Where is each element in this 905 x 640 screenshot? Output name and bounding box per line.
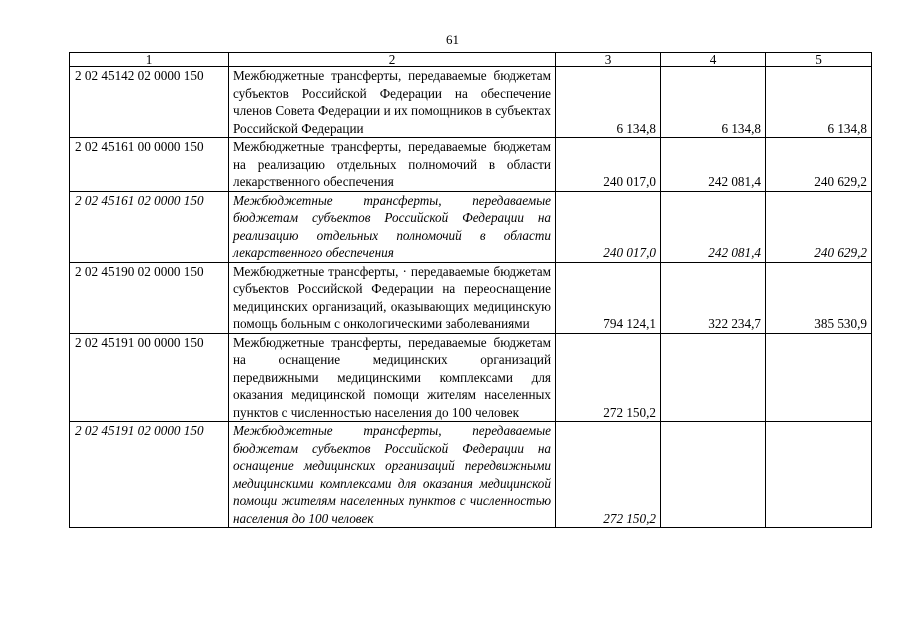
table-row [70, 333, 872, 422]
row-value-col5 [766, 333, 872, 422]
column-header-4: 4 [661, 53, 766, 67]
row-value-col5: 240 629,2 [766, 191, 872, 262]
table-row [70, 191, 872, 262]
row-value-col4 [661, 333, 766, 422]
row-value-col4: 242 081,4 [661, 138, 766, 192]
row-value-col5: 240 629,2 [766, 138, 872, 192]
row-value-col4 [661, 422, 766, 528]
column-header-3: 3 [556, 53, 661, 67]
table-row [70, 138, 872, 192]
row-code: 2 02 45191 00 0000 150 [70, 333, 229, 422]
budget-table [69, 52, 872, 528]
row-code: 2 02 45161 02 0000 150 [70, 191, 229, 262]
row-description: Межбюджетные трансферты, передаваемые бюджетам субъектов Российской Федерации на обеспечение членов Совета Федерации и их помощников в субъектах Российской Федерации [229, 67, 556, 138]
table-row [70, 422, 872, 528]
column-header-1: 1 [70, 53, 229, 67]
row-code: 2 02 45191 02 0000 150 [70, 422, 229, 528]
row-code: 2 02 45161 00 0000 150 [70, 138, 229, 192]
row-value-col5 [766, 422, 872, 528]
row-description: Межбюджетные трансферты, передаваемые бюджетам на оснащение медицинских организаций передвижными медицинскими комплексами для оказания медицинской помощи жителям населенных пунктов с численностью населения до 100 человек [229, 333, 556, 422]
row-value-col3: 240 017,0 [556, 191, 661, 262]
table-row [70, 67, 872, 138]
row-description: Межбюджетные трансферты, передаваемые бюджетам на реализацию отдельных полномочий в области лекарственного обеспечения [229, 138, 556, 192]
row-description: Межбюджетные трансферты, · передаваемые бюджетам субъектов Российской Федерации на переоснащение медицинских организаций, оказывающих медицинскую помощь больным с онкологическими заболеваниями [229, 262, 556, 333]
table-header-row [70, 53, 872, 67]
row-value-col3: 272 150,2 [556, 333, 661, 422]
row-value-col4: 6 134,8 [661, 67, 766, 138]
row-value-col3: 240 017,0 [556, 138, 661, 192]
row-value-col3: 6 134,8 [556, 67, 661, 138]
row-value-col4: 242 081,4 [661, 191, 766, 262]
column-header-2: 2 [229, 53, 556, 67]
row-code: 2 02 45190 02 0000 150 [70, 262, 229, 333]
row-value-col4: 322 234,7 [661, 262, 766, 333]
row-value-col5: 385 530,9 [766, 262, 872, 333]
column-header-5: 5 [766, 53, 872, 67]
page-number: 61 [446, 32, 459, 47]
table-row [70, 262, 872, 333]
row-value-col3: 794 124,1 [556, 262, 661, 333]
row-value-col3: 272 150,2 [556, 422, 661, 528]
row-code: 2 02 45142 02 0000 150 [70, 67, 229, 138]
row-description: Межбюджетные трансферты, передаваемые бюджетам субъектов Российской Федерации на оснащение медицинских организаций передвижными медицинскими комплексами для оказания медицинской помощи жителям населенных пунктов с численностью населения до 100 человек [229, 422, 556, 528]
row-description: Межбюджетные трансферты, передаваемые бюджетам субъектов Российской Федерации на реализацию отдельных полномочий в области лекарственного обеспечения [229, 191, 556, 262]
row-value-col5: 6 134,8 [766, 67, 872, 138]
